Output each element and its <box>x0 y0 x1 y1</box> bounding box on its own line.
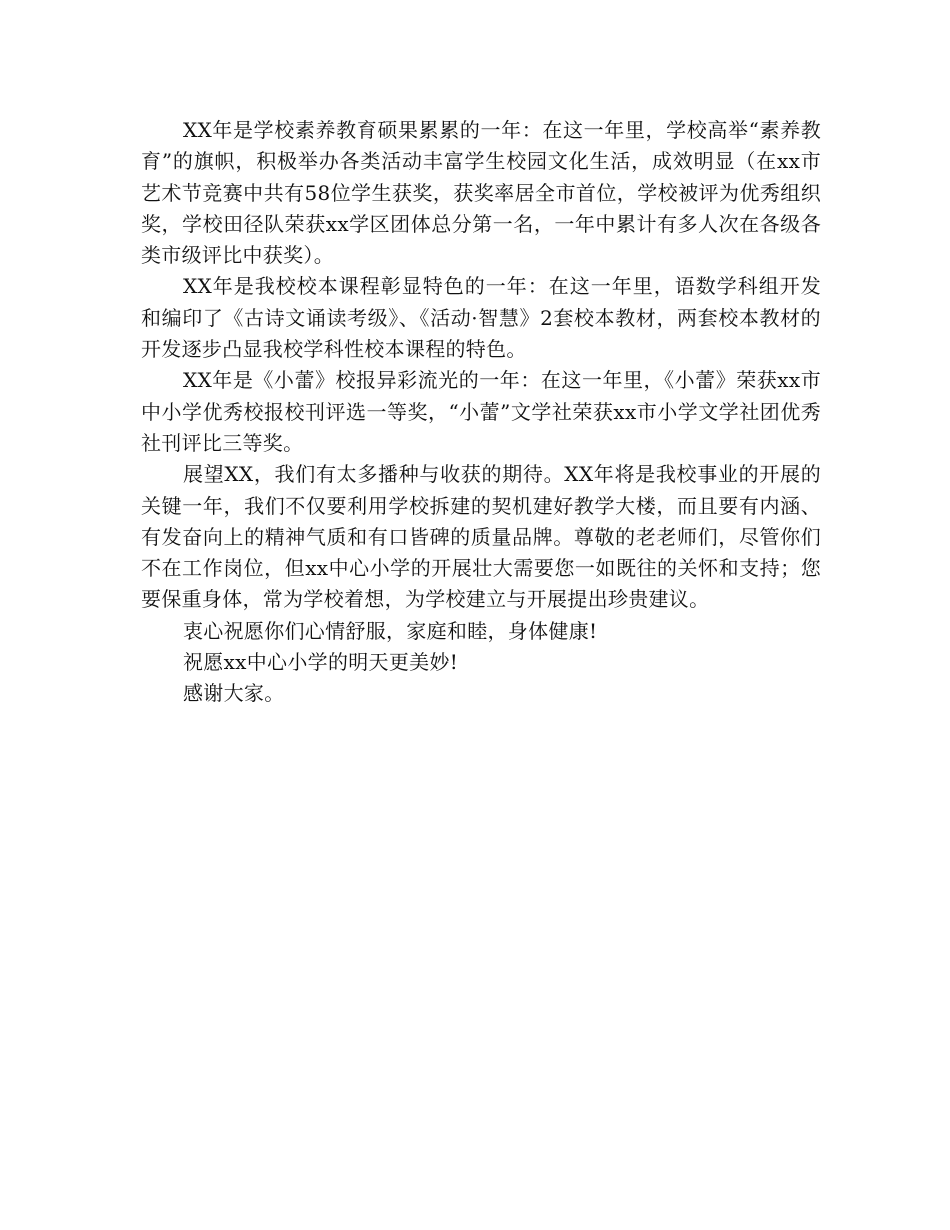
paragraph-achievements: XX年是学校素养教育硕果累累的一年：在这一年里，学校高举“素养教育”的旗帜，积极举办各类活动丰富学生校园文化生活，成效明显（在xx市艺术节竞赛中共有58位学生获奖，获奖率居全市首位，学校被评为优秀组织奖，学校田径队荣获xx学区团体总分第一名，一年中累计有多人次在各级各类市级评比中获奖）。 <box>141 118 821 268</box>
paragraph-outlook: 展望XX，我们有太多播种与收获的期待。XX年将是我校事业的开展的关键一年，我们不仅要利用学校拆建的契机建好教学大楼，而且要有内涵、有发奋向上的精神气质和有口皆碑的质量品牌。尊敬的老老师们，尽管你们不在工作岗位，但xx中心小学的开展壮大需要您一如既往的关怀和支持；您要保重身体，常为学校着想，为学校建立与开展提出珍贵建议。 <box>141 462 821 612</box>
paragraph-school-newspaper: XX年是《小蕾》校报异彩流光的一年：在这一年里，《小蕾》荣获xx市中小学优秀校报校刊评选一等奖，“小蕾”文学社荣获xx市小学文学社团优秀社刊评比三等奖。 <box>141 368 821 455</box>
closing-wishes: 衷心祝愿你们心情舒服，家庭和睦，身体健康! <box>183 618 598 643</box>
closing-school-wish: 祝愿xx中心小学的明天更美妙! <box>183 650 459 675</box>
document-body <box>141 115 821 710</box>
paragraph-curriculum: XX年是我校校本课程彰显特色的一年：在这一年里，语数学科组开发和编印了《古诗文诵读考级》、《活动·智慧》2套校本教材，两套校本教材的开发逐步凸显我校学科性校本课程的特色。 <box>141 274 821 362</box>
closing-thanks: 感谢大家。 <box>183 681 285 706</box>
